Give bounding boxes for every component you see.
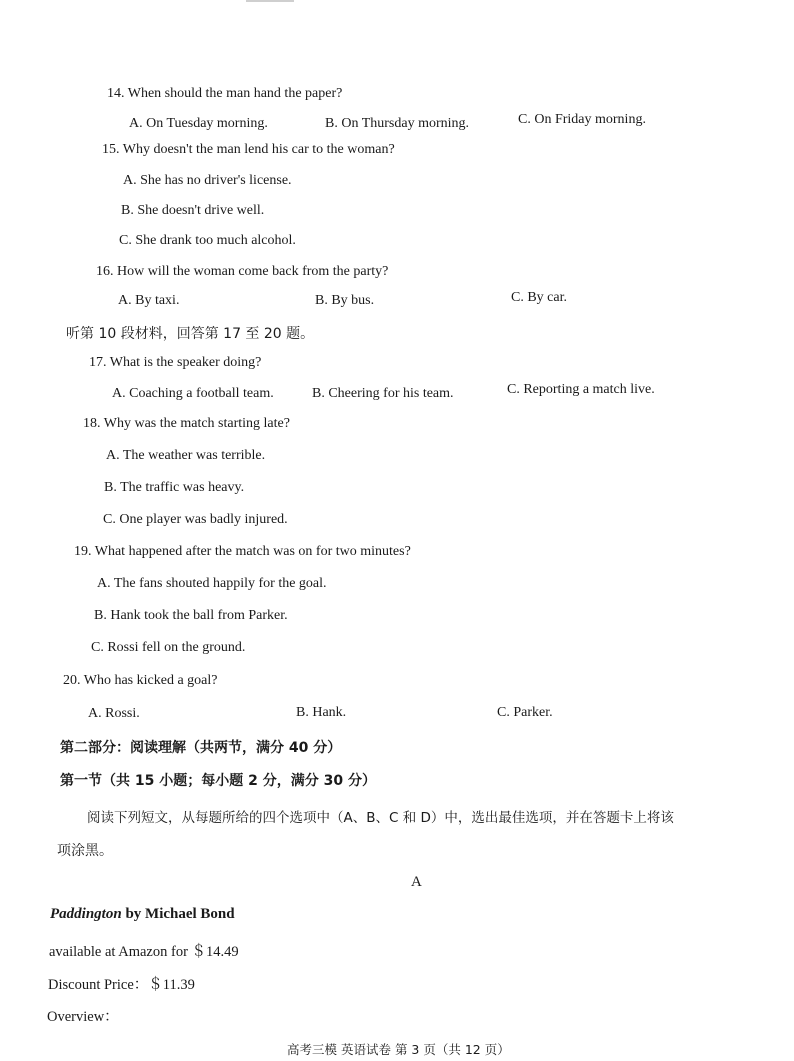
section-1-heading: 第一节（共 15 小题；每小题 2 分，满分 30 分）	[60, 773, 376, 789]
q17-option-c: C. Reporting a match live.	[507, 382, 655, 397]
question-20: 20. Who has kicked a goal?	[63, 673, 218, 688]
book-available-price: available at Amazon for ＄14.49	[49, 944, 239, 960]
q20-option-b: B. Hank.	[296, 705, 347, 720]
question-16: 16. How will the woman come back from the party?	[96, 264, 389, 279]
page-footer: 高考三模 英语试卷 第 3 页（共 12 页）	[287, 1042, 510, 1057]
question-14: 14. When should the man hand the paper?	[107, 86, 343, 101]
q16-option-b: B. By bus.	[315, 293, 375, 308]
book-title-line	[50, 906, 235, 923]
book-title: Paddington	[50, 906, 122, 922]
question-19: 19. What happened after the match was on for two minutes?	[74, 544, 411, 559]
q17-option-a: A. Coaching a football team.	[112, 386, 274, 401]
instruction-line-2: 项涂黑。	[57, 843, 113, 859]
q14-option-c: C. On Friday morning.	[518, 112, 646, 127]
q19-option-c: C. Rossi fell on the ground.	[91, 640, 246, 655]
section-10-heading: 听第 10 段材料，回答第 17 至 20 题。	[66, 326, 315, 342]
question-15: 15. Why doesn't the man lend his car to the woman?	[102, 142, 395, 157]
question-18: 18. Why was the match starting late?	[83, 416, 290, 431]
passage-letter: A	[411, 874, 422, 890]
q16-option-c: C. By car.	[511, 290, 567, 305]
question-17: 17. What is the speaker doing?	[89, 355, 262, 370]
q20-option-a: A. Rossi.	[88, 706, 140, 721]
q14-option-b: B. On Thursday morning.	[325, 116, 470, 131]
q15-option-c: C. She drank too much alcohol.	[119, 233, 296, 248]
q19-option-a: A. The fans shouted happily for the goal.	[97, 576, 327, 591]
q18-option-b: B. The traffic was heavy.	[104, 480, 245, 495]
q14-option-a: A. On Tuesday morning.	[129, 116, 268, 131]
q15-option-b: B. She doesn't drive well.	[121, 203, 265, 218]
part-2-heading: 第二部分：阅读理解（共两节，满分 40 分）	[60, 740, 342, 756]
book-overview-label: Overview：	[47, 1009, 119, 1025]
q18-option-a: A. The weather was terrible.	[106, 448, 266, 463]
q16-option-a: A. By taxi.	[118, 293, 180, 308]
q20-option-c: C. Parker.	[497, 705, 553, 720]
q18-option-c: C. One player was badly injured.	[103, 512, 288, 527]
q15-option-a: A. She has no driver's license.	[123, 173, 292, 188]
q19-option-b: B. Hank took the ball from Parker.	[94, 608, 288, 623]
instruction-line-1: 阅读下列短文，从每题所给的四个选项中（A、B、C 和 D）中，选出最佳选项，并在答题卡上将该	[87, 810, 674, 826]
book-author: by Michael Bond	[121, 906, 235, 922]
book-discount-price: Discount Price：＄11.39	[48, 977, 195, 993]
scan-mark	[246, 0, 294, 2]
q17-option-b: B. Cheering for his team.	[312, 386, 454, 401]
